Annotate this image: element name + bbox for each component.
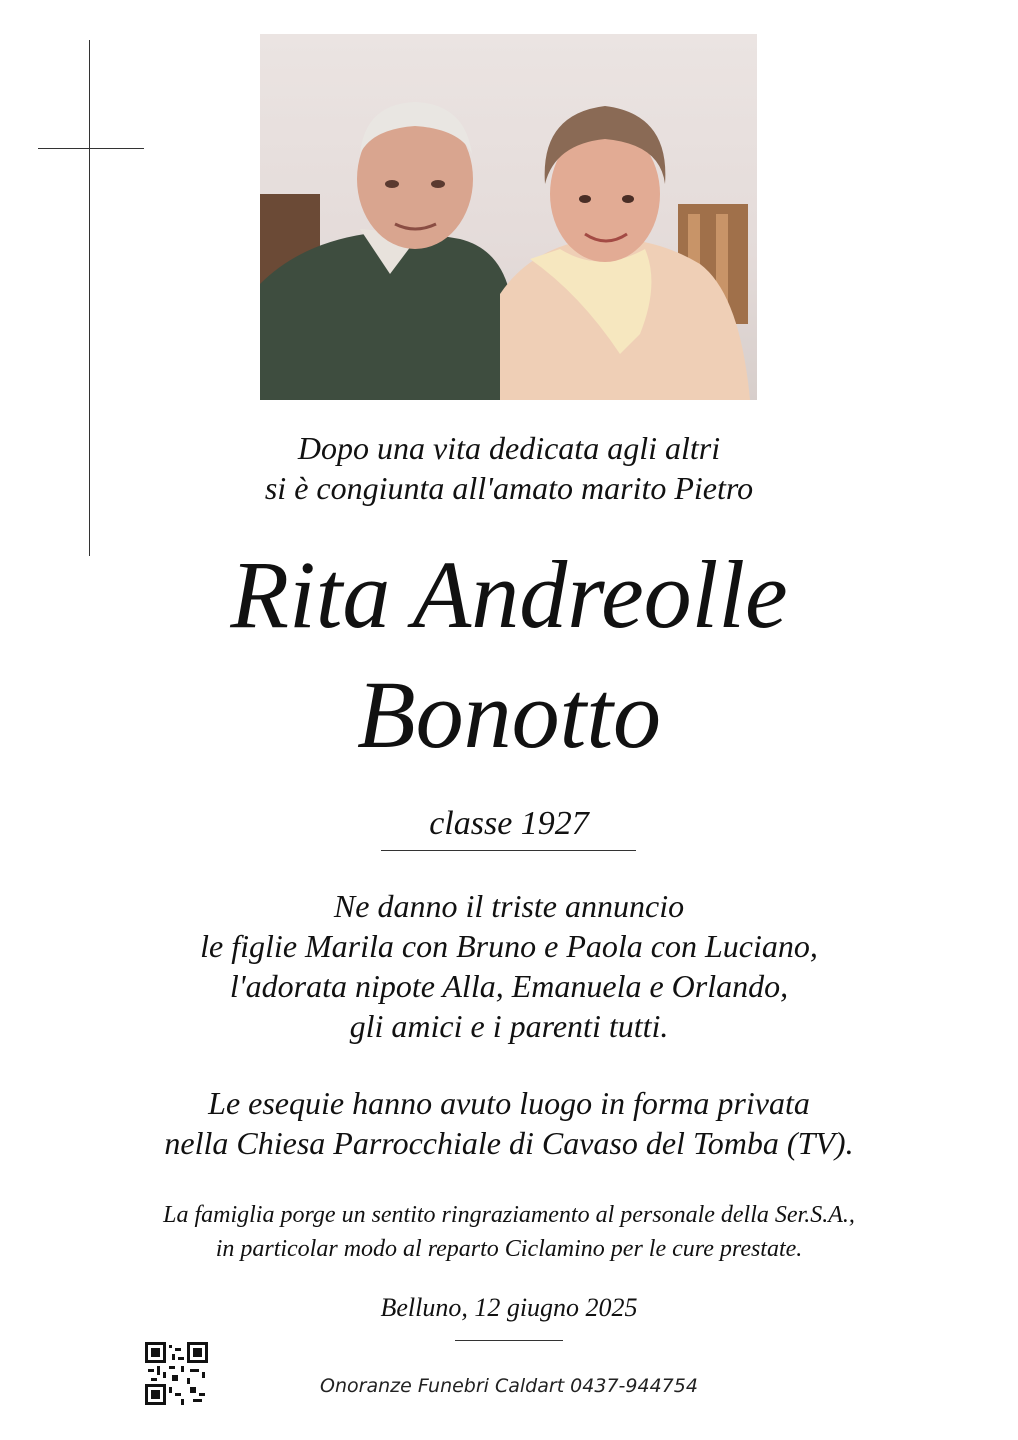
- birth-year: classe 1927: [429, 805, 589, 842]
- announcement-line: l'adorata nipote Alla, Emanuela e Orlando,: [229, 968, 789, 1004]
- funeral-block: [0, 1083, 1018, 1163]
- thanks-block: [0, 1198, 1018, 1266]
- announcement-line: Ne danno il triste annuncio: [333, 888, 685, 924]
- intro-text: [0, 428, 1018, 508]
- funeral-agency: Onoranze Funebri Caldart 0437-944754: [320, 1375, 698, 1397]
- funeral-line: nella Chiesa Parrocchiale di Cavaso del Tomba (TV).: [164, 1125, 854, 1161]
- divider-line-small: [455, 1340, 563, 1341]
- announcement-block: [0, 886, 1018, 1046]
- thanks-line: La famiglia porge un sentito ringraziamento al personale della Ser.S.A.,: [163, 1202, 855, 1228]
- announcement-line: gli amici e i parenti tutti.: [349, 1008, 669, 1044]
- deceased-name-last: Bonotto: [357, 661, 661, 768]
- intro-line: si è congiunta all'amato marito Pietro: [264, 470, 754, 506]
- deceased-name-first: Rita Andreolle: [230, 541, 788, 648]
- intro-line: Dopo una vita dedicata agli altri: [297, 430, 721, 466]
- cross-horizontal-bar: [38, 148, 144, 149]
- funeral-line: Le esequie hanno avuto luogo in forma privata: [208, 1085, 810, 1121]
- announcement-line: le figlie Marila con Bruno e Paola con Luciano,: [200, 928, 818, 964]
- place-date: Belluno, 12 giugno 2025: [380, 1293, 638, 1322]
- divider-line: [381, 850, 636, 851]
- thanks-line: in particolar modo al reparto Ciclamino per le cure prestate.: [215, 1236, 803, 1262]
- couple-photo: [260, 34, 757, 400]
